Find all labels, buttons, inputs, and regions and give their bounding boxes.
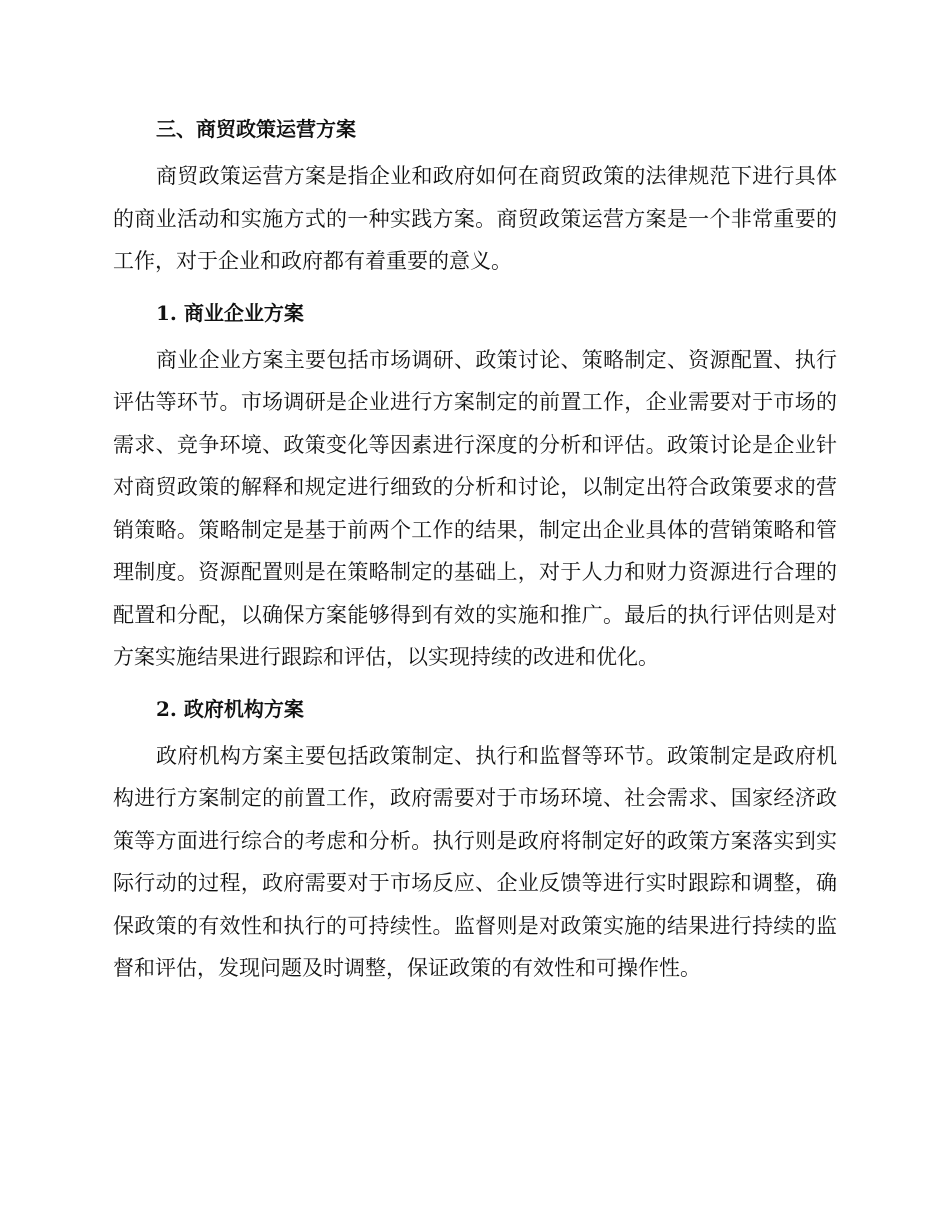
- section-title: 三、商贸政策运营方案: [156, 117, 356, 141]
- subsection-body-business: 商业企业方案主要包括市场调研、政策讨论、策略制定、资源配置、执行评估等环节。市场调研是企业进行方案制定的前置工作，企业需要对于市场的需求、竞争环境、政策变化等因素进行深度的分析和评估。政策讨论是企业针对商贸政策的解释和规定进行细致的分析和讨论，以制定出符合政策要求的营销策略。策略制定是基于前两个工作的结果，制定出企业具体的营销策略和管理制度。资源配置则是在策略制定的基础上，对于人力和财力资源进行合理的配置和分配，以确保方案能够得到有效的实施和推广。最后的执行评估则是对方案实施结果进行跟踪和评估，以实现持续的改进和优化。: [113, 347, 837, 669]
- subsection-title-business: 1. 商业企业方案: [156, 300, 304, 325]
- section-intro-paragraph: 商贸政策运营方案是指企业和政府如何在商贸政策的法律规范下进行具体的商业活动和实施方式的一种实践方案。商贸政策运营方案是一个非常重要的工作，对于企业和政府都有着重要的意义。: [113, 164, 837, 273]
- subsection-body-government: 政府机构方案主要包括政策制定、执行和监督等环节。政策制定是政府机构进行方案制定的前置工作，政府需要对于市场环境、社会需求、国家经济政策等方面进行综合的考虑和分析。执行则是政府将制定好的政策方案落实到实际行动的过程，政府需要对于市场反应、企业反馈等进行实时跟踪和调整，确保政策的有效性和执行的可持续性。监督则是对政策实施的结果进行持续的监督和评估，发现问题及时调整，保证政策的有效性和可操作性。: [113, 743, 837, 980]
- subsection-title-government: 2. 政府机构方案: [156, 696, 304, 721]
